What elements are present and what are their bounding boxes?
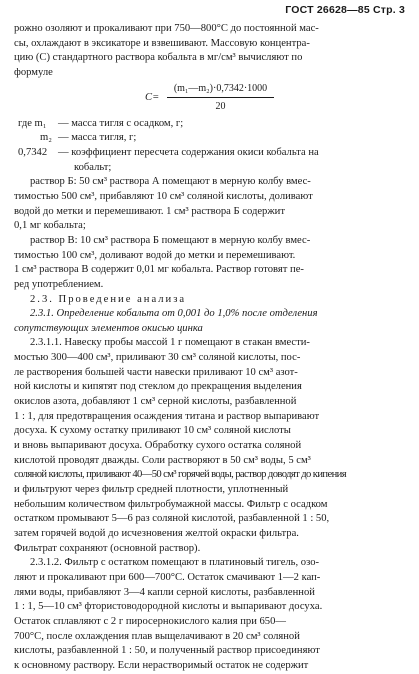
text-line: соляной кислоты, приливают 40—50 см³ горячей воды, раствор доводят до кипения [14, 469, 346, 481]
text-line: 1 : 1, 5—10 см³ фтористоводородной кислоты и выпаривают досуха. [14, 601, 323, 613]
where-line [14, 146, 408, 161]
page-header: ГОСТ 26628—85 Стр. 3 [285, 4, 405, 16]
text-line: ной кислоты и кипятят под стеклом до прекращения выделения [14, 381, 302, 393]
where-line [14, 117, 408, 132]
where-symbol: 0,7342 [18, 146, 48, 158]
subsection-heading: сопутствующих элементов окисью цинка [14, 322, 203, 334]
text-line: кислоты, разбавленной 1 : 50, и полученный раствор присоединяют [14, 645, 320, 657]
text-line: рожно озоляют и прокаливают при 750—800°С до постоянной мас- [14, 23, 319, 34]
text-line: небольшим количеством фильтробумажной массы. Фильтр с осадком [14, 498, 328, 510]
where-symbol: m₂ [40, 132, 52, 144]
text-line: ляют и прокаливают при 600—700°С. Остаток смачивают 1—2 кап- [14, 571, 321, 583]
where-symbol: где m₁ [18, 117, 47, 129]
where-symbol [14, 161, 74, 176]
text-line: сы, охлаждают в эксикаторе и взвешивают. Массовую концентра- [14, 37, 310, 49]
text-line: тимостью 500 см³, прибавляют 10 см³ соляной кислоты, доливают [14, 190, 313, 202]
where-line [14, 161, 408, 176]
text-line: формуле [14, 66, 53, 78]
concentration-formula [14, 81, 408, 117]
text-line: лями воды, прибавляют 3—4 капли серной кислоты, разбавленной [14, 586, 315, 598]
text-line: и фильтруют через фильтр средней плотности, уплотненный [14, 484, 289, 496]
fraction-bar [167, 97, 274, 98]
text-line: водой до метки и перемешивают. 1 см³ раствора Б содержит [14, 205, 285, 217]
text-line: раствор Б: 50 см³ раствора А помещают в мерную колбу вмес- [30, 176, 311, 188]
section-heading: 2.3. Проведение анализа [30, 293, 187, 305]
text-line: и вновь выпаривают досуха. Обработку сухого остатка соляной [14, 440, 302, 452]
text-line: ле растворения большей части навески приливают 10 см³ азот- [14, 366, 298, 378]
where-line [14, 131, 408, 146]
text-line: остатком промывают 5—6 раз соляной кислотой, разбавленной 1 : 50, [14, 513, 330, 525]
subsection-heading: 2.3.1. Определение кобальта от 0,001 до 1,0% после отделения [30, 308, 318, 320]
where-text: — масса тигля, г; [58, 132, 137, 144]
text-line: кислотой проводят дважды. Соли растворяют в 50 см³ воды, 5 см³ [14, 454, 311, 466]
formula-numerator: (m₁—m₂)·0,7342·1000 [173, 82, 268, 94]
document-body [14, 22, 408, 674]
text-line: 700°С, после охлаждения плав выщелачивают в 20 см³ соляной [14, 630, 300, 642]
text-line: 1 : 1, для предотвращения осаждения титана и раствор выпаривают [14, 410, 320, 422]
text-line: окислов азота, добавляют 1 см³ серной кислоты, разбавленной [14, 396, 297, 408]
text-line: ред употреблением. [14, 278, 104, 290]
text-line: 0,1 мг кобальта; [14, 220, 86, 232]
text-line: 2.3.1.2. Фильтр с остатком помещают в платиновый тигель, озо- [30, 557, 320, 569]
formula-denominator: 20 [215, 100, 226, 112]
text-line: Фильтрат сохраняют (основной раствор). [14, 542, 201, 554]
where-text: кобальт; [74, 161, 112, 173]
text-line: к основному раствору. Если нерастворимый остаток не содержит [14, 659, 309, 671]
text-line: 2.3.1.1. Навеску пробы массой 1 г помещают в стакан вмести- [30, 337, 310, 349]
formula-lhs: С= [145, 91, 160, 103]
text-line: мостью 300—400 см³, приливают 30 см³ соляной кислоты, пос- [14, 352, 301, 364]
where-text: — масса тигля с осадком, г; [58, 117, 184, 129]
text-line: раствор В: 10 см³ раствора Б помещают в мерную колбу вмес- [30, 234, 311, 246]
text-line: затем горячей водой до исчезновения желтой окраски фильтра. [14, 528, 299, 539]
text-line: цию (С) стандартного раствора кобальта в мг/см³ вычисляют по [14, 52, 303, 64]
text-line: тимостью 100 см³, доливают водой до метки и перемешивают. [14, 249, 296, 261]
where-text: — коэффициент пересчета содержания окиси кобальта на [58, 146, 319, 158]
text-line: досуха. К сухому остатку приливают 10 см³ соляной кислоты [14, 425, 291, 437]
text-line: 1 см³ раствора В содержит 0,01 мг кобальта. Раствор готовят пе- [14, 264, 304, 276]
text-line: Остаток сплавляют с 2 г пиросернокислого калия при 650— [14, 615, 286, 627]
